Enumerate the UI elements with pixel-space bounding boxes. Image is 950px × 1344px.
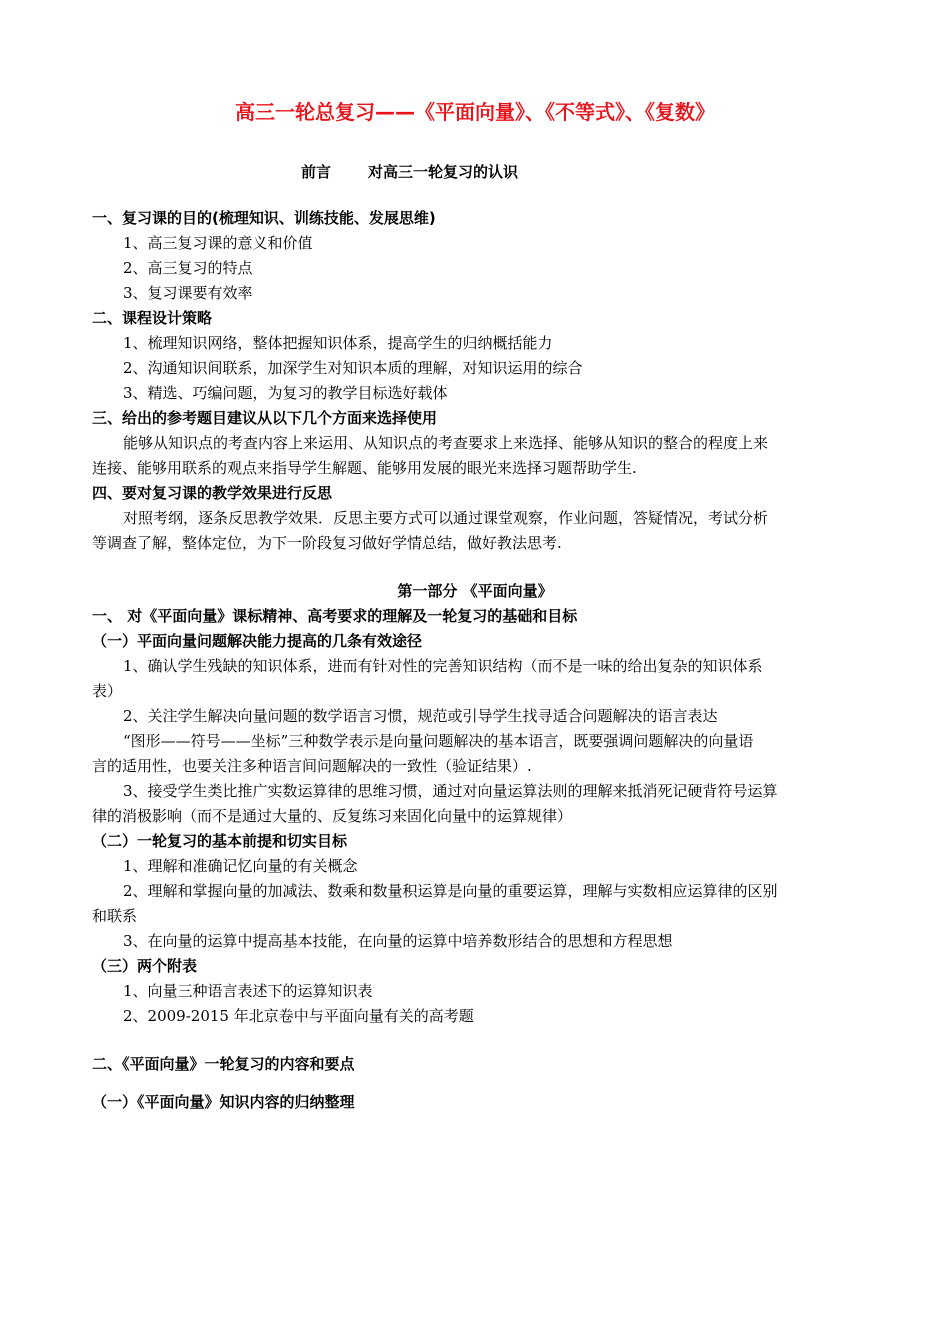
subsection-2-line: 和联系 — [92, 907, 138, 925]
subsection-1-line: 1、确认学生残缺的知识体系，进而有针对性的完善知识结构（而不是一味的给出复杂的知识体系 — [123, 657, 763, 675]
section-2-item: 2、沟通知识间联系，加深学生对知识本质的理解，对知识运用的综合 — [123, 359, 583, 377]
section-4-heading: 四、要对复习课的教学效果进行反思 — [92, 484, 333, 502]
document-title: 高三一轮总复习——《平面向量》、《不等式》、《复数》 — [235, 100, 715, 124]
preface-title: 对高三一轮复习的认识 — [368, 163, 519, 181]
section-1-heading: 一、复习课的目的(梳理知识、训练技能、发展思维) — [92, 209, 436, 227]
subsection-2-line: 1、理解和准确记忆向量的有关概念 — [123, 857, 358, 875]
subsection-3-heading: （三）两个附表 — [92, 957, 198, 975]
section-3-paragraph-line: 连接、能够用联系的观点来指导学生解题、能够用发展的眼光来选择习题帮助学生. — [92, 459, 637, 477]
part-1-section-1-heading: 一、 对《平面向量》课标精神、高考要求的理解及一轮复习的基础和目标 — [92, 607, 578, 625]
subsection-3-line: 1、向量三种语言表述下的运算知识表 — [123, 982, 373, 1000]
section-1-item: 1、高三复习课的意义和价值 — [123, 234, 313, 252]
section-2-item: 3、精选、巧编问题，为复习的教学目标选好载体 — [123, 384, 448, 402]
subsection-2-heading: （二）一轮复习的基本前提和切实目标 — [92, 832, 348, 850]
subsection-2-line: 2、理解和掌握向量的加减法、数乘和数量积运算是向量的重要运算，理解与实数相应运算律的区别 — [123, 882, 778, 900]
subsection-3-line: 2、2009-2015 年北京卷中与平面向量有关的高考题 — [123, 1007, 474, 1025]
subsection-1-line: 律的消极影响（而不是通过大量的、反复练习来固化向量中的运算规律） — [92, 807, 573, 825]
subsection-1-line: 3、接受学生类比推广实数运算律的思维习惯，通过对向量运算法则的理解来抵消死记硬背符号运算 — [123, 782, 778, 800]
subsection-1-line: 表） — [92, 682, 123, 700]
subsection-1-line: 言的适用性，也要关注多种语言间问题解决的一致性（验证结果）. — [92, 757, 532, 775]
section-4-paragraph-line: 等调查了解，整体定位，为下一阶段复习做好学情总结，做好教法思考. — [92, 534, 562, 552]
part-1-title: 第一部分 《平面向量》 — [397, 582, 553, 600]
section-4-paragraph-line: 对照考纲，逐条反思教学效果．反思主要方式可以通过课堂观察，作业问题，答疑情况，考试分析 — [123, 509, 769, 527]
subsection-2-line: 3、在向量的运算中提高基本技能，在向量的运算中培养数形结合的思想和方程思想 — [123, 932, 673, 950]
section-2-item: 1、梳理知识网络，整体把握知识体系，提高学生的归纳概括能力 — [123, 334, 553, 352]
part-1-section-2-subheading: （一）《平面向量》知识内容的归纳整理 — [92, 1093, 355, 1111]
subsection-1-line: 2、关注学生解决向量问题的数学语言习惯，规范或引导学生找寻适合问题解决的语言表达 — [123, 707, 718, 725]
section-3-paragraph-line: 能够从知识点的考查内容上来运用、从知识点的考查要求上来选择、能够从知识的整合的程度上来 — [123, 434, 769, 452]
section-2-heading: 二、课程设计策略 — [92, 309, 213, 327]
preface-label: 前言 — [301, 163, 332, 181]
subsection-1-heading: （一）平面向量问题解决能力提高的几条有效途径 — [92, 632, 423, 650]
section-1-item: 3、复习课要有效率 — [123, 284, 253, 302]
section-1-item: 2、高三复习的特点 — [123, 259, 253, 277]
section-3-heading: 三、给出的参考题目建议从以下几个方面来选择使用 — [92, 409, 438, 427]
subsection-1-line: “图形——符号——坐标”三种数学表示是向量问题解决的基本语言，既要强调问题解决的向量语 — [123, 732, 754, 750]
part-1-section-2-heading: 二、《平面向量》一轮复习的内容和要点 — [92, 1055, 355, 1073]
